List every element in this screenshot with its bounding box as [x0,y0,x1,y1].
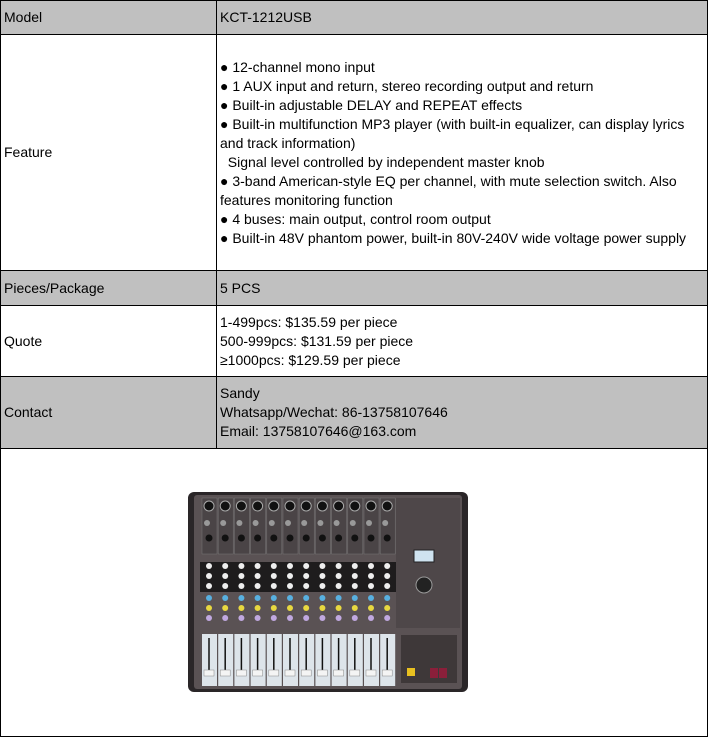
aux-knob [238,595,244,601]
feature-label: Feature [1,35,217,271]
aux-knob [206,595,212,601]
gain-knob [238,534,245,541]
aux-knob [384,595,390,601]
pan-knob [303,615,309,621]
pan-knob [368,615,374,621]
quote-label: Quote [1,306,217,377]
fader-cap [236,670,246,676]
gain-knob [270,534,277,541]
line-jack [285,520,291,526]
pan-knob [319,615,325,621]
aux-knob [271,595,277,601]
pieces-value: 5 PCS [217,271,708,306]
aux-knob [255,595,261,601]
product-image-cell [1,449,708,737]
master-fader-cap [407,668,415,676]
main-fader-cap-left [430,668,438,678]
xlr-input [334,501,344,511]
pan-knob [384,615,390,621]
row-pieces [1,271,708,306]
fx-knob [368,605,374,611]
fx-knob [352,605,358,611]
eq-knob [206,573,212,579]
pan-knob [222,615,228,621]
eq-knob [303,583,309,589]
eq-knob [238,563,244,569]
line-jack [350,520,356,526]
aux-knob [287,595,293,601]
contact-email: Email: 13758107646@163.com [220,423,417,439]
main-fader-cap-right [439,668,447,678]
mp3-display [414,550,434,562]
fader-cap [220,670,230,676]
pan-knob [255,615,261,621]
line-jack [334,520,340,526]
pan-knob [206,615,212,621]
fader-cap [317,670,327,676]
xlr-input [236,501,246,511]
feature-line: ● 12-channel mono input [220,58,375,75]
fx-knob [384,605,390,611]
line-jack [204,520,210,526]
eq-knob [384,583,390,589]
xlr-input [285,501,295,511]
line-jack [236,520,242,526]
row-quote [1,306,708,377]
eq-knob [384,573,390,579]
gain-knob [368,534,375,541]
line-jack [220,520,226,526]
xlr-input [253,501,263,511]
gain-knob [303,534,310,541]
xlr-input [220,501,230,511]
fx-knob [319,605,325,611]
row-contact [1,377,708,449]
fader-cap [204,670,214,676]
fx-knob [255,605,261,611]
gain-knob [254,534,261,541]
eq-knob [222,583,228,589]
xlr-input [204,501,214,511]
eq-knob [206,583,212,589]
eq-knob [238,583,244,589]
eq-knob [222,563,228,569]
mixer-product-image [186,490,470,696]
eq-knob [287,563,293,569]
contact-name: Sandy [220,385,260,401]
aux-knob [368,595,374,601]
row-image [1,449,708,737]
eq-knob [255,573,261,579]
feature-line: ● 1 AUX input and return, stereo recording output and return [220,77,594,94]
fader-cap [350,670,360,676]
pan-knob [336,615,342,621]
eq-knob [303,563,309,569]
model-value: KCT-1212USB [217,1,708,35]
xlr-input [269,501,279,511]
eq-knob [384,563,390,569]
xlr-input [366,501,376,511]
line-jack [382,520,388,526]
gain-knob [287,534,294,541]
gain-knob [384,534,391,541]
aux-knob [319,595,325,601]
eq-knob [368,563,374,569]
eq-knob [255,583,261,589]
eq-knob [271,583,277,589]
pieces-label: Pieces/Package [1,271,217,306]
fx-knob [206,605,212,611]
pan-knob [271,615,277,621]
model-label: Model [1,1,217,35]
eq-knob [336,573,342,579]
line-jack [301,520,307,526]
eq-knob [352,563,358,569]
line-jack [317,520,323,526]
line-jack [269,520,275,526]
fader-cap [253,670,263,676]
quote-value [217,306,708,377]
fader-cap [366,670,376,676]
eq-knob [255,563,261,569]
feature-line: Signal level controlled by independent master knob [220,153,545,170]
fx-knob [238,605,244,611]
gain-knob [351,534,358,541]
gain-knob [319,534,326,541]
row-model [1,1,708,35]
eq-knob [271,563,277,569]
eq-knob [352,573,358,579]
eq-knob [319,573,325,579]
xlr-input [350,501,360,511]
eq-knob [319,563,325,569]
eq-knob [287,573,293,579]
aux-knob [336,595,342,601]
fader-cap [334,670,344,676]
eq-knob [319,583,325,589]
fx-knob [222,605,228,611]
contact-value [217,377,708,449]
xlr-input [317,501,327,511]
eq-knob [238,573,244,579]
eq-knob [303,573,309,579]
eq-knob [222,573,228,579]
line-jack [366,520,372,526]
master-section [396,498,460,628]
feature-line: ● Built-in multifunction MP3 player (with built-in equalizer, can display lyrics and track information) [220,115,685,151]
eq-knob [336,563,342,569]
eq-knob [352,583,358,589]
aux-knob [222,595,228,601]
xlr-input [301,501,311,511]
quote-line: ≥1000pcs: $129.59 per piece [220,351,401,368]
fx-knob [336,605,342,611]
fader-cap [301,670,311,676]
gain-knob [222,534,229,541]
xlr-input [382,501,392,511]
feature-line: ● 4 buses: main output, control room output [220,210,491,227]
row-feature [1,35,708,271]
line-jack [253,520,259,526]
gain-knob [206,534,213,541]
master-knob [416,577,432,593]
feature-line: ● Built-in adjustable DELAY and REPEAT effects [220,96,523,113]
feature-value [217,35,708,271]
quote-line: 500-999pcs: $131.59 per piece [220,332,414,349]
eq-knob [206,563,212,569]
eq-knob [271,573,277,579]
fx-knob [287,605,293,611]
eq-knob [336,583,342,589]
eq-knob [368,583,374,589]
feature-line: ● Built-in 48V phantom power, built-in 80V-240V wide voltage power supply [220,229,687,246]
contact-label: Contact [1,377,217,449]
pan-knob [352,615,358,621]
fader-cap [285,670,295,676]
gain-knob [335,534,342,541]
pan-knob [287,615,293,621]
eq-band [200,562,396,592]
eq-knob [287,583,293,589]
aux-knob [303,595,309,601]
contact-whatsapp: Whatsapp/Wechat: 86-13758107646 [220,404,448,420]
pan-knob [238,615,244,621]
feature-line: ● 3-band American-style EQ per channel, with mute selection switch. Also features monitoring function [220,172,677,208]
fx-knob [271,605,277,611]
fx-knob [303,605,309,611]
fader-cap [382,670,392,676]
eq-knob [368,573,374,579]
quote-line: 1-499pcs: $135.59 per piece [220,313,398,330]
aux-knob [352,595,358,601]
fader-cap [269,670,279,676]
